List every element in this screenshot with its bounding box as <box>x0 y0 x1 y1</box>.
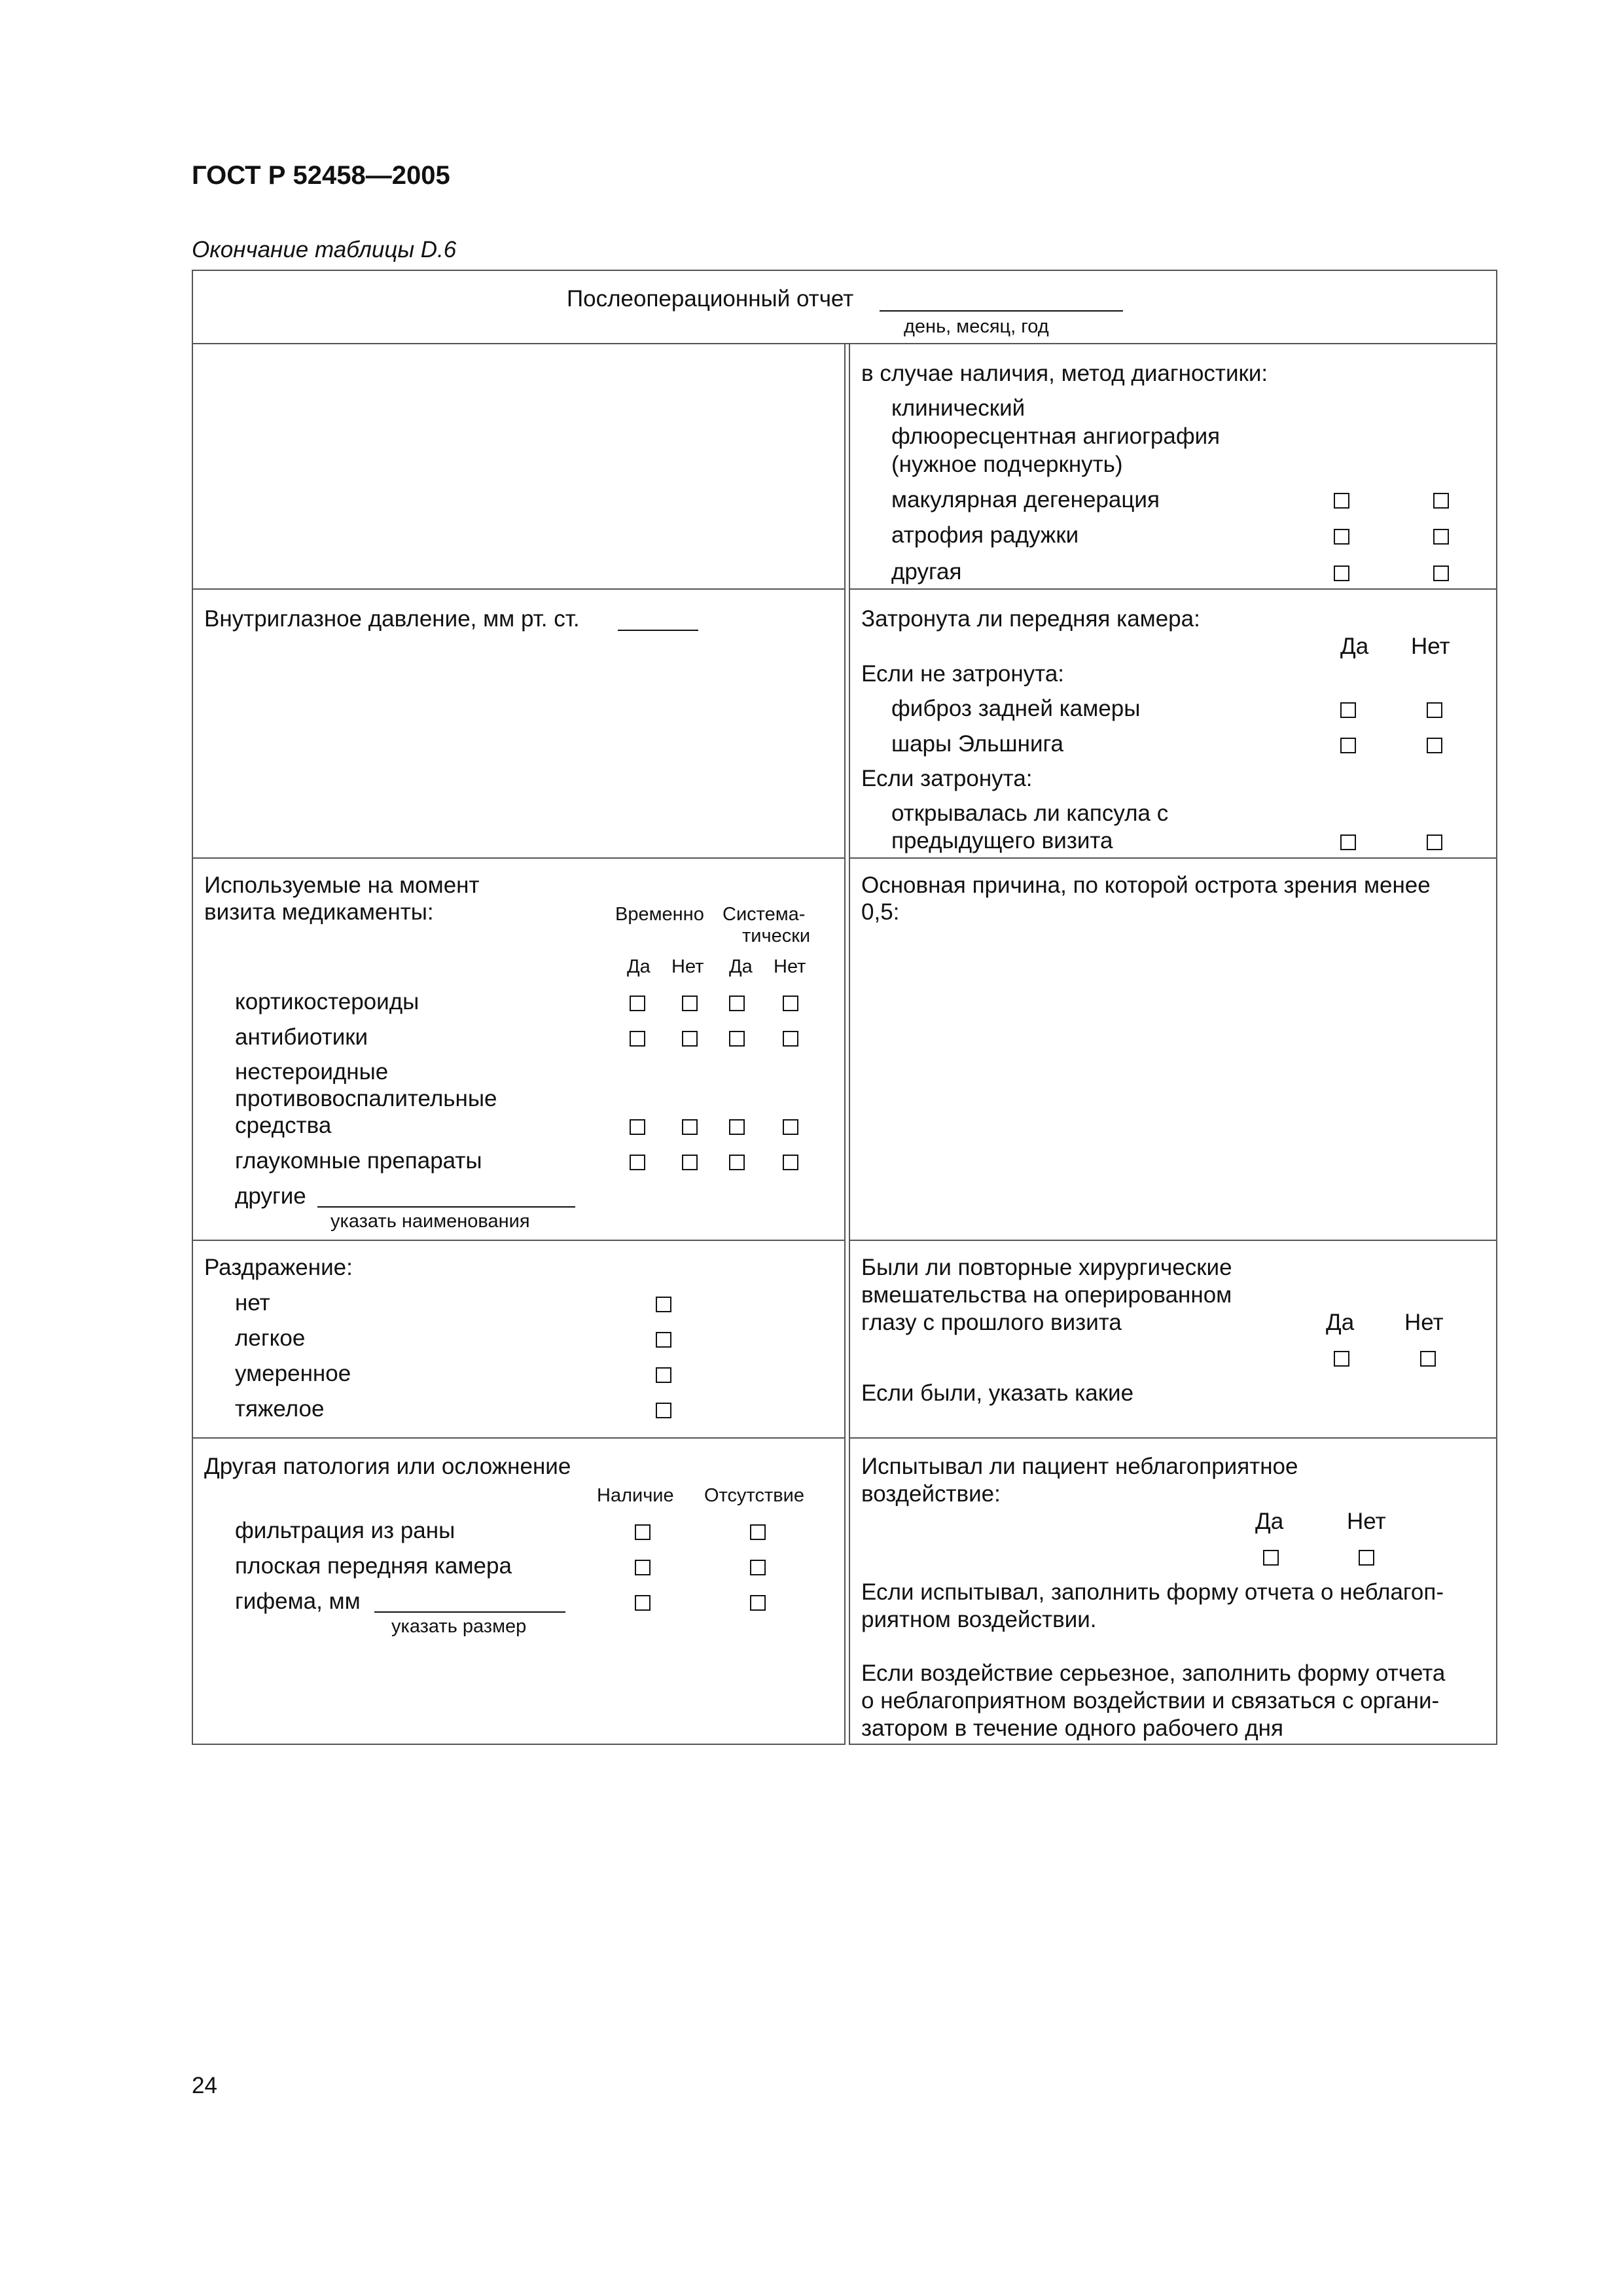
no-label: Нет <box>1411 634 1450 659</box>
checkbox[interactable] <box>635 1595 651 1611</box>
checkbox[interactable] <box>682 1119 698 1135</box>
checkbox[interactable] <box>630 996 645 1011</box>
yes-label: Да <box>729 956 753 977</box>
chamber-item: фиброз задней камеры <box>891 696 1141 721</box>
iop-field[interactable] <box>618 630 698 631</box>
med-item: средства <box>235 1113 332 1138</box>
med-item: глаукомные препараты <box>235 1148 482 1174</box>
checkbox[interactable] <box>1334 529 1349 545</box>
checkbox[interactable] <box>750 1595 766 1611</box>
checkbox[interactable] <box>682 1155 698 1170</box>
adverse-fill: Если испытывал, заполнить форму отчета о неблагоп- <box>861 1579 1444 1605</box>
reason-text: Основная причина, по которой острота зрения менее <box>861 872 1431 898</box>
diag-item: макулярная дегенерация <box>891 487 1160 512</box>
date-hint: день, месяц, год <box>904 316 1049 337</box>
reason-text: 0,5: <box>861 899 900 925</box>
pathology-item: гифема, мм <box>235 1588 361 1614</box>
meds-col-sys: Система- <box>722 904 806 925</box>
checkbox[interactable] <box>656 1332 671 1348</box>
irritation-item: нет <box>235 1290 270 1316</box>
right-column <box>849 343 1497 1745</box>
date-field[interactable] <box>880 310 1123 312</box>
checkbox[interactable] <box>1433 493 1449 509</box>
checkbox[interactable] <box>1263 1550 1279 1566</box>
no-label: Нет <box>1347 1509 1386 1534</box>
divider <box>849 1240 1497 1241</box>
surgery-text: Были ли повторные хирургические <box>861 1255 1232 1280</box>
no-label: Нет <box>774 956 806 977</box>
divider <box>192 588 846 590</box>
checkbox[interactable] <box>783 1031 798 1047</box>
hyphema-size-field[interactable] <box>374 1611 565 1613</box>
divider <box>849 588 1497 590</box>
checkbox[interactable] <box>656 1297 671 1312</box>
checkbox[interactable] <box>1427 834 1442 850</box>
page-number: 24 <box>192 2073 217 2098</box>
checkbox[interactable] <box>729 996 745 1011</box>
diag-line: клинический <box>891 395 1026 421</box>
adverse-serious: о неблагоприятном воздействии и связаться с органи- <box>861 1688 1440 1713</box>
table-caption: Окончание таблицы D.6 <box>192 237 457 262</box>
surgery-text: вмешательства на оперированном <box>861 1282 1232 1308</box>
checkbox[interactable] <box>1427 702 1442 718</box>
meds-col-sys: тически <box>742 925 811 946</box>
surgery-text: глазу с прошлого визита <box>861 1310 1122 1335</box>
med-item: нестероидные <box>235 1059 389 1085</box>
adverse-text: Испытывал ли пациент неблагоприятное <box>861 1454 1298 1479</box>
chamber-affected: Если затронута: <box>861 766 1033 791</box>
checkbox[interactable] <box>682 1031 698 1047</box>
diag-item: атрофия радужки <box>891 522 1079 548</box>
irritation-item: легкое <box>235 1325 306 1351</box>
checkbox[interactable] <box>630 1031 645 1047</box>
pathology-col-absent: Отсутствие <box>704 1485 804 1506</box>
med-other-field[interactable] <box>317 1206 575 1208</box>
irritation-item: тяжелое <box>235 1396 325 1422</box>
document-header: ГОСТ Р 52458—2005 <box>192 161 450 190</box>
iop-label: Внутриглазное давление, мм рт. ст. <box>204 606 580 632</box>
irritation-item: умеренное <box>235 1361 351 1386</box>
checkbox[interactable] <box>729 1155 745 1170</box>
yes-label: Да <box>1340 634 1369 659</box>
divider <box>192 1437 846 1439</box>
checkbox[interactable] <box>635 1524 651 1540</box>
checkbox[interactable] <box>750 1560 766 1575</box>
checkbox[interactable] <box>1359 1550 1374 1566</box>
checkbox[interactable] <box>1334 1351 1349 1367</box>
meds-title: визита медикаменты: <box>204 899 434 925</box>
checkbox[interactable] <box>1433 529 1449 545</box>
divider <box>849 857 1497 859</box>
med-other-hint: указать наименования <box>330 1211 530 1232</box>
adverse-serious: Если воздействие серьезное, заполнить форму отчета <box>861 1660 1446 1686</box>
yes-label: Да <box>1255 1509 1284 1534</box>
diag-line: флюоресцентная ангиография <box>891 423 1221 449</box>
med-item: противовоспалительные <box>235 1086 497 1111</box>
checkbox[interactable] <box>1420 1351 1436 1367</box>
adverse-fill: риятном воздействии. <box>861 1607 1097 1632</box>
checkbox[interactable] <box>630 1119 645 1135</box>
checkbox[interactable] <box>1334 493 1349 509</box>
med-item: антибиотики <box>235 1024 368 1050</box>
checkbox[interactable] <box>656 1403 671 1418</box>
med-item: кортикостероиды <box>235 989 419 1014</box>
checkbox[interactable] <box>783 996 798 1011</box>
checkbox[interactable] <box>1427 738 1442 753</box>
checkbox[interactable] <box>630 1155 645 1170</box>
yes-label: Да <box>627 956 651 977</box>
checkbox[interactable] <box>656 1367 671 1383</box>
checkbox[interactable] <box>783 1119 798 1135</box>
checkbox[interactable] <box>729 1031 745 1047</box>
checkbox[interactable] <box>729 1119 745 1135</box>
adverse-text: воздействие: <box>861 1481 1001 1507</box>
checkbox[interactable] <box>1340 702 1356 718</box>
chamber-item: шары Эльшнига <box>891 731 1063 757</box>
checkbox[interactable] <box>750 1524 766 1540</box>
checkbox[interactable] <box>635 1560 651 1575</box>
chamber-not-affected: Если не затронута: <box>861 661 1065 687</box>
checkbox[interactable] <box>1340 834 1356 850</box>
meds-col-temp: Временно <box>615 904 704 925</box>
checkbox[interactable] <box>682 996 698 1011</box>
yes-label: Да <box>1326 1310 1355 1335</box>
adverse-serious: затором в течение одного рабочего дня <box>861 1715 1283 1741</box>
diag-item: другая <box>891 559 962 584</box>
no-label: Нет <box>671 956 704 977</box>
checkbox[interactable] <box>1340 738 1356 753</box>
capsule-text: предыдущего визита <box>891 828 1113 853</box>
divider <box>849 1437 1497 1439</box>
meds-title: Используемые на момент <box>204 872 480 898</box>
report-title: Послеоперационный отчет <box>567 286 854 312</box>
no-label: Нет <box>1404 1310 1444 1335</box>
diag-title: в случае наличия, метод диагностики: <box>861 361 1268 386</box>
divider <box>192 857 846 859</box>
pathology-title: Другая патология или осложнение <box>204 1454 571 1479</box>
diag-line: (нужное подчеркнуть) <box>891 452 1123 477</box>
med-other: другие <box>235 1183 306 1209</box>
pathology-col-present: Наличие <box>597 1485 674 1506</box>
checkbox[interactable] <box>1433 565 1449 581</box>
hyphema-size-hint: указать размер <box>391 1616 527 1637</box>
surgery-which: Если были, указать какие <box>861 1380 1134 1406</box>
irritation-title: Раздражение: <box>204 1255 353 1280</box>
pathology-item: плоская передняя камера <box>235 1553 512 1579</box>
divider <box>192 1240 846 1241</box>
pathology-item: фильтрация из раны <box>235 1518 455 1543</box>
checkbox[interactable] <box>1334 565 1349 581</box>
chamber-title: Затронута ли передняя камера: <box>861 606 1200 632</box>
checkbox[interactable] <box>783 1155 798 1170</box>
capsule-text: открывалась ли капсула с <box>891 800 1169 826</box>
